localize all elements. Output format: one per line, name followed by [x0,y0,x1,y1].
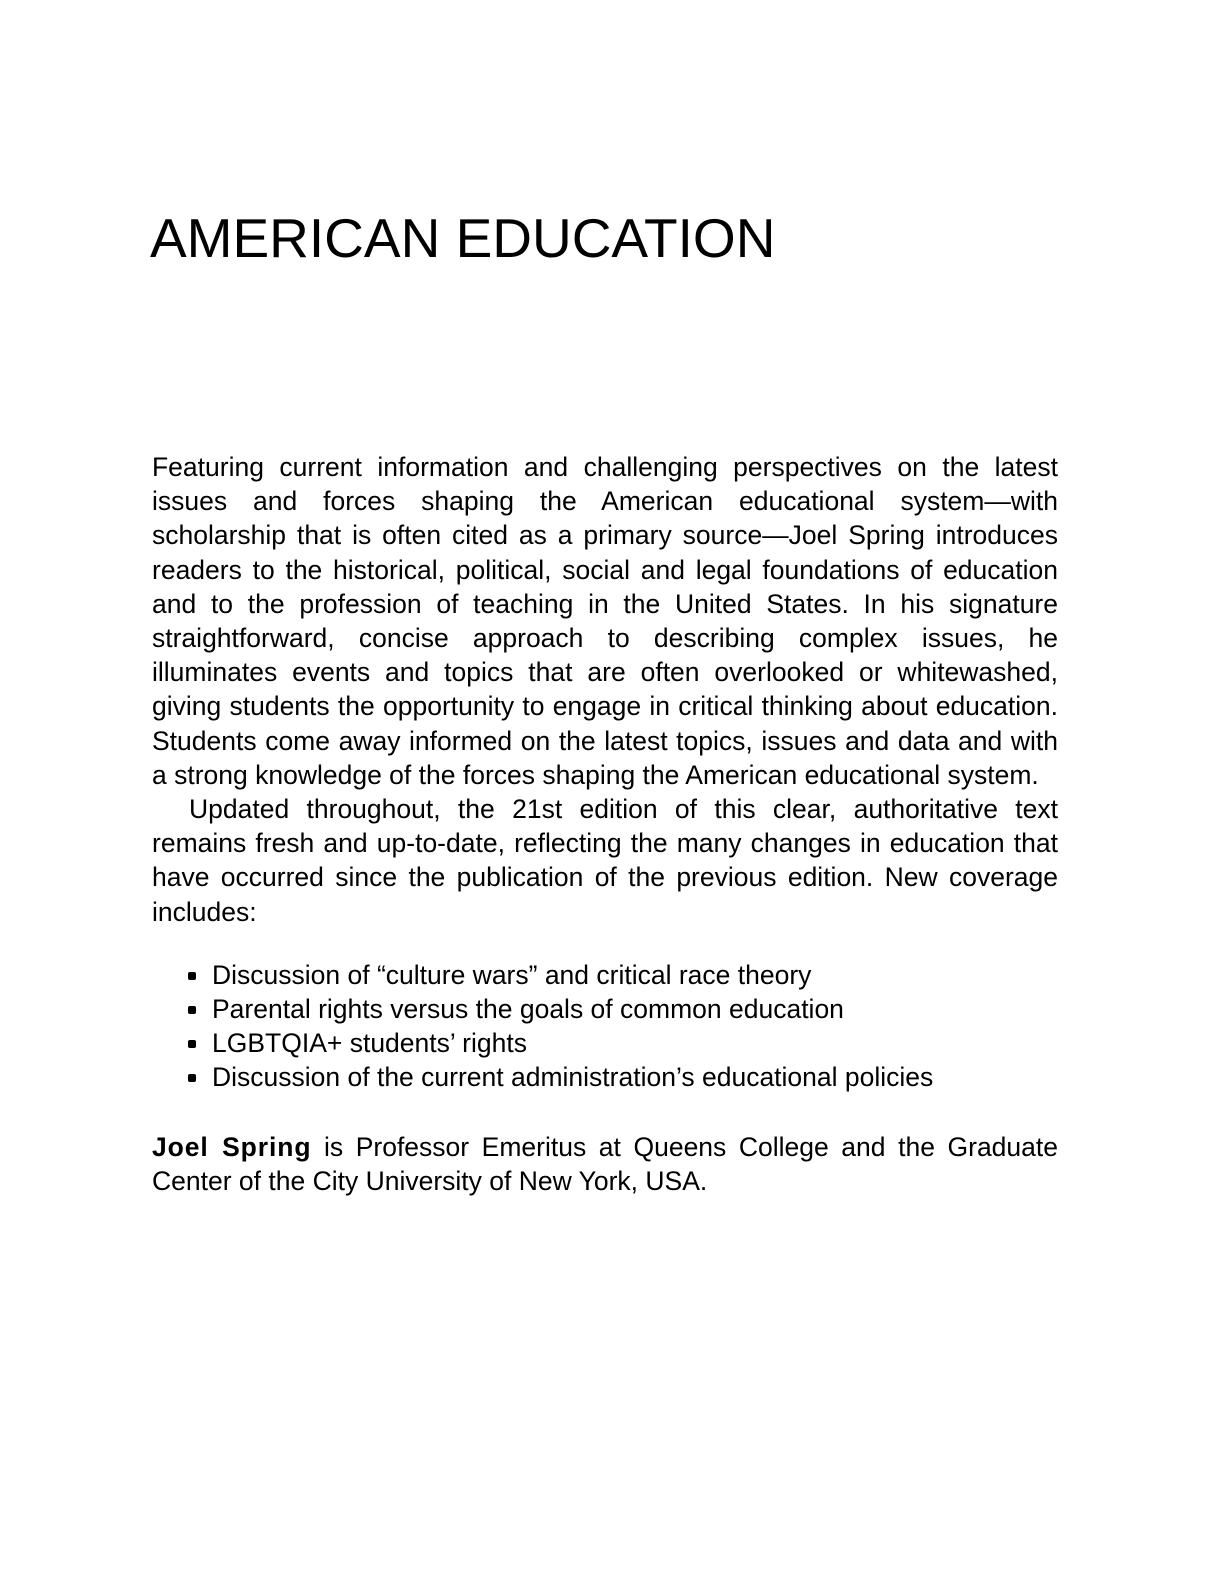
bullet-icon [188,1074,196,1082]
book-description [152,450,1058,1198]
book-title: AMERICAN EDUCATION [150,207,776,269]
author-name: Joel Spring [152,1131,312,1162]
description-paragraph-1: Featuring current information and challenging perspectives on the latest issues and forces shaping the American educational system—with scholarship that is often cited as a primary source—Joel Spring introduces readers to the historical, political, social and legal foundations of education and to the profession of teaching in the United States. In his signature straightforward, concise approach to describing complex issues, he illuminates events and topics that are often overlooked or whitewashed, giving students the opportunity to engage in critical thinking about education. Students come away informed on the latest topics, issues and data and with a strong knowledge of the forces shaping the American educational system. [152,452,1058,790]
bullet-icon [188,972,196,980]
list-item [152,992,1058,1026]
list-item-text: Parental rights versus the goals of common education [212,994,844,1025]
bullet-icon [188,1040,196,1048]
list-item-text: Discussion of the current administration’s educational policies [212,1062,934,1093]
list-item [152,1060,1058,1094]
description-paragraph-2: Updated throughout, the 21st edition of this clear, authoritative text remains fresh and up-to-date, reflecting the many changes in education that have occurred since the publication of the previous edition. New coverage includes: [152,794,1058,927]
list-item-text: Discussion of “culture wars” and critical race theory [212,959,812,990]
list-item-text: LGBTQIA+ students’ rights [212,1028,527,1059]
bullet-icon [188,1006,196,1014]
list-item [152,1026,1058,1060]
new-coverage-list [152,958,1058,1095]
list-item [152,958,1058,992]
author-bio [152,1130,1058,1198]
author-bio-text: is Professor Emeritus at Queens College and the Graduate Center of the City University of New York, USA. [152,1131,1058,1196]
